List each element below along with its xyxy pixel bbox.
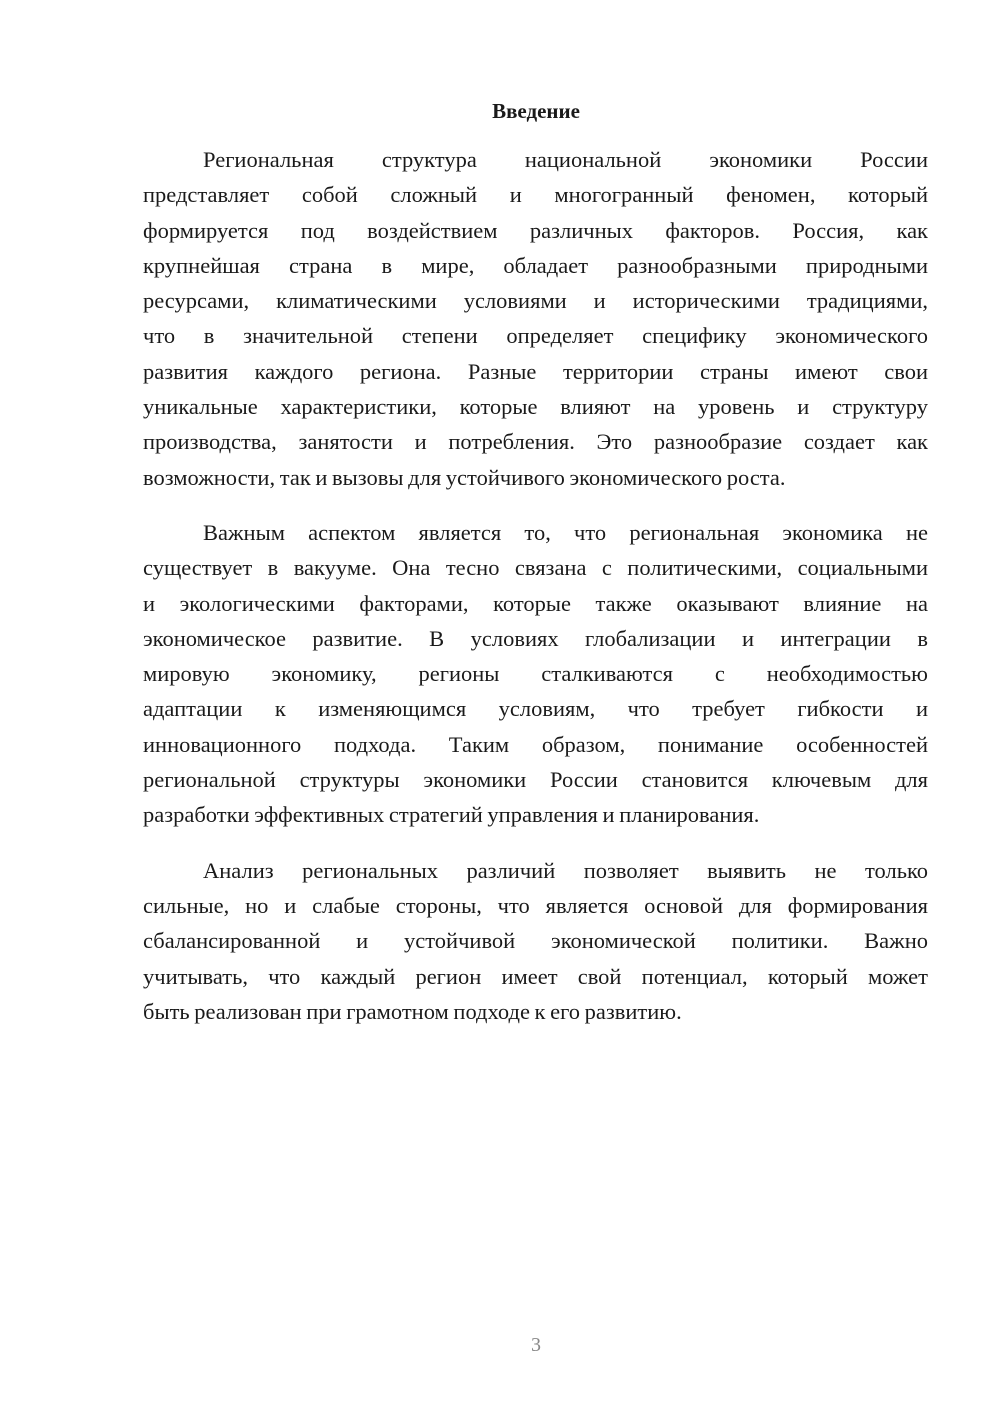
text-line: экономическое развитие. В условиях глобализации и интеграции в <box>143 625 928 651</box>
text-line: и экологическими факторами, которые также оказывают влияние на <box>143 590 928 616</box>
text-line: производства, занятости и потребления. Это разнообразие создает как <box>143 429 928 455</box>
text-line: сбалансированной и устойчивой экономической политики. Важно <box>143 928 928 954</box>
paragraph <box>143 515 928 833</box>
text-line: представляет собой сложный и многогранный феномен, который <box>143 182 928 208</box>
text-line: Важным аспектом является то, что региональная экономика не <box>203 519 928 545</box>
text-line: адаптации к изменяющимся условиям, что требует гибкости и <box>143 696 928 722</box>
text-line: уникальные характеристики, которые влияют на уровень и структуру <box>143 394 928 420</box>
section-title: Введение <box>492 99 580 123</box>
body-text <box>143 142 928 1049</box>
text-line: разработки эффективных стратегий управления и планирования. <box>143 802 760 828</box>
text-line: что в значительной степени определяет специфику экономического <box>143 323 928 349</box>
text-line: сильные, но и слабые стороны, что является основой для формирования <box>143 892 928 918</box>
text-line: ресурсами, климатическими условиями и историческими традициями, <box>143 288 928 314</box>
text-line: крупнейшая страна в мире, обладает разнообразными природными <box>143 252 928 278</box>
text-line: существует в вакууме. Она тесно связана с политическими, социальными <box>143 555 928 581</box>
text-line: возможности, так и вызовы для устойчивого экономического роста. <box>143 464 786 490</box>
paragraph <box>143 853 928 1029</box>
text-line: учитывать, что каждый регион имеет свой потенциал, который может <box>143 963 928 989</box>
text-line: мировую экономику, регионы сталкиваются с необходимостью <box>143 661 928 687</box>
text-line: развития каждого региона. Разные территории страны имеют свои <box>143 358 928 384</box>
text-line: Региональная структура национальной экономики России <box>203 147 928 172</box>
page-number: 3 <box>531 1334 541 1356</box>
text-line: формируется под воздействием различных факторов. Россия, как <box>143 217 928 243</box>
text-line: быть реализован при грамотном подходе к его развитию. <box>143 998 682 1024</box>
text-line: Анализ региональных различий позволяет выявить не только <box>203 857 928 883</box>
text-line: региональной структуры экономики России становится ключевым для <box>143 767 928 793</box>
paragraph <box>143 142 928 495</box>
text-line: инновационного подхода. Таким образом, понимание особенностей <box>143 731 928 757</box>
